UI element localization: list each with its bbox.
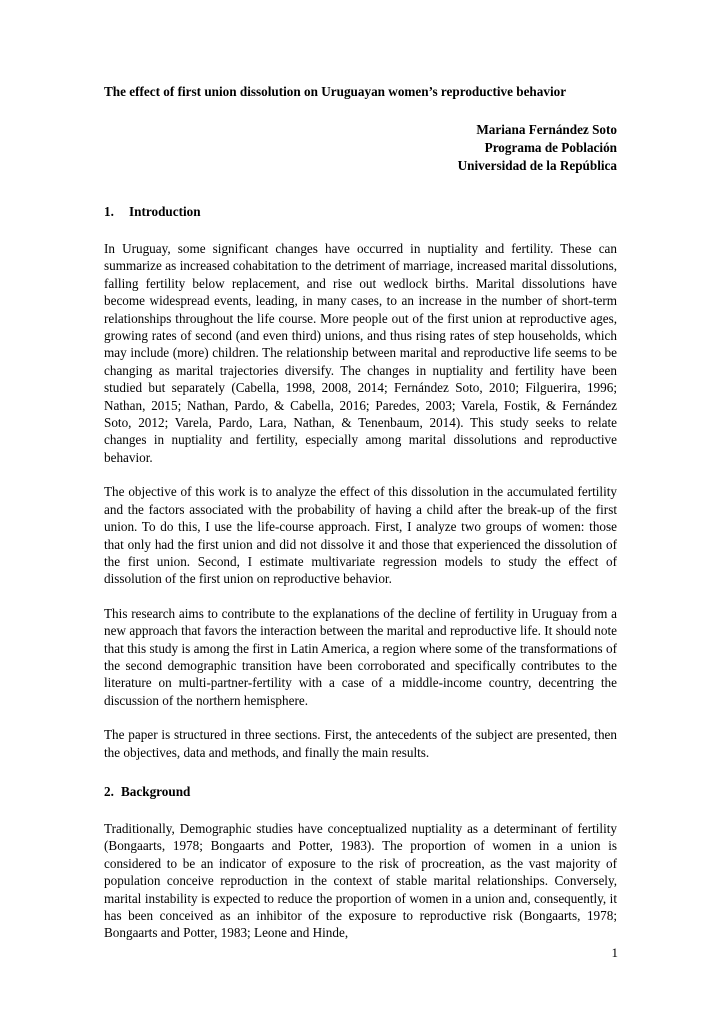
author-institution: Universidad de la República bbox=[457, 158, 617, 173]
page-number: 1 bbox=[611, 945, 618, 960]
section-title: Introduction bbox=[129, 204, 201, 219]
author-name: Mariana Fernández Soto bbox=[476, 122, 617, 137]
author-block bbox=[104, 121, 617, 175]
section-heading-introduction bbox=[104, 204, 617, 220]
paper-title: The effect of first union dissolution on Uruguayan women’s reproductive behavior bbox=[104, 84, 567, 99]
section-number: 1. bbox=[104, 204, 114, 219]
paragraph: The paper is structured in three sections. First, the antecedents of the subject are presented, then the objectives, data and methods, and finally the main results. bbox=[104, 727, 617, 760]
author-program: Programa de Población bbox=[484, 140, 617, 155]
paragraph: In Uruguay, some significant changes have occurred in nuptiality and fertility. These can summarize as increased cohabitation to the detriment of marriage, increased marital dissolutions, falling fertility below replacement, and rise out wedlock births. Marital dissolutions have become widespread events, leading, in many cases, to an increase in the number of short-term relationships throughout the life course. More people out of the first union at reproductive ages, growing rates of second (and even third) unions, and thus rising rates of step households, which may include (more) children. The relationship between marital and reproductive life seems to be changing as marital trajectories diversify. The changes in nuptiality and fertility have been studied but separately (Cabella, 1998, 2008, 2014; Fernández Soto, 2010; Filguerira, 1996; Nathan, 2015; Nathan, Pardo, & Cabella, 2016; Paredes, 2003; Varela, Fostik, & Fernández Soto, 2012; Varela, Pardo, Lara, Nathan, & Tenenbaum, 2014). This study seeks to relate changes in nuptiality and fertility, especially among marital dissolutions and reproductive behavior. bbox=[104, 241, 617, 465]
section-heading-background bbox=[104, 784, 617, 800]
paragraph: This research aims to contribute to the explanations of the decline of fertility in Uruguay from a new approach that favors the interaction between the marital and reproductive life. It should note that this study is among the first in Latin America, a region where some of the transformations of the second demographic transition have been corroborated and specifically contributes to the literature on multi-partner-fertility with a case of a middle-income country, decentring the discussion of the northern hemisphere. bbox=[104, 605, 617, 708]
page-content bbox=[104, 84, 617, 942]
paragraph: The objective of this work is to analyze the effect of this dissolution in the accumulated fertility and the factors associated with the probability of having a child after the break-up of the first union. To do this, I use the life-course approach. First, I analyze two groups of women: those that only had the first union and did not dissolve it and those that experienced the dissolution of the first union. Second, I estimate multivariate regression models to study the effect of dissolution of the first union on reproductive behavior. bbox=[104, 484, 617, 587]
paragraph: Traditionally, Demographic studies have conceptualized nuptiality as a determinant of fertility (Bongaarts, 1978; Bongaarts and Potter, 1983). The proportion of women in a union is considered to be an indicator of exposure to the risk of procreation, as the vast majority of population conceive reproduction in the context of stable marital relationships. Conversely, marital instability is expected to reduce the proportion of women in a union and, consequently, it has been conceived as an inhibitor of the exposure to reproductive risk (Bongaarts, 1978; Bongaarts and Potter, 1983; Leone and Hinde, bbox=[104, 820, 617, 941]
section-number: 2. bbox=[104, 783, 114, 799]
section-title: Background bbox=[121, 783, 191, 799]
